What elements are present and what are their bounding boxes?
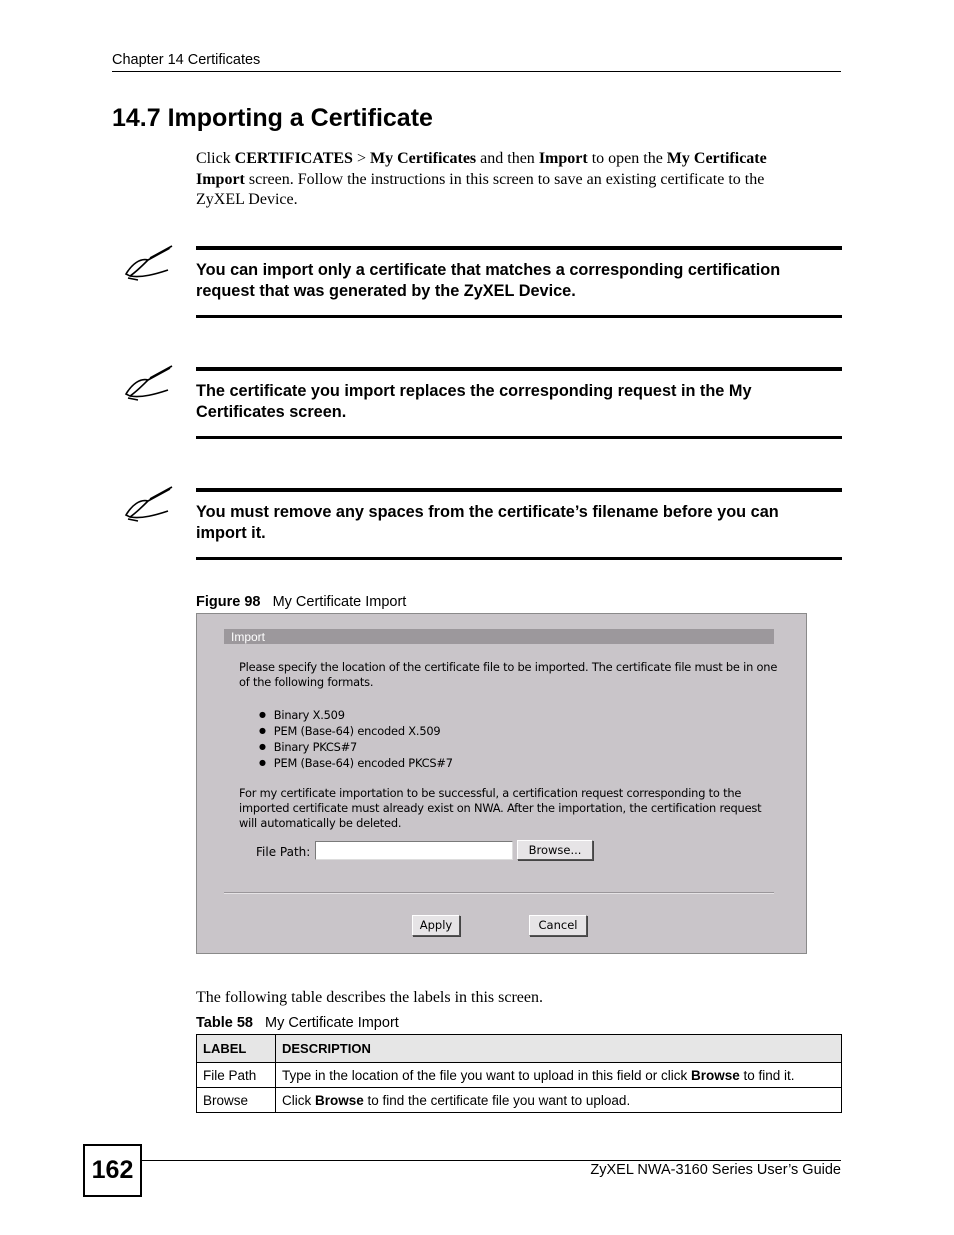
file-path-label: File Path: — [256, 845, 311, 859]
apply-button[interactable]: Apply — [412, 915, 460, 936]
format-list — [259, 708, 453, 772]
panel-requirement-note: For my certificate importation to be successful, a certification request corresponding to the imported certificate must already exist on NWA. After the importation, the certification request will automatically be deleted. — [239, 786, 762, 830]
row-label: Browse — [197, 1088, 276, 1113]
label-description-table — [196, 1034, 842, 1113]
column-header-label: LABEL — [197, 1035, 276, 1063]
list-item: ● Binary X.509 — [259, 708, 453, 724]
cancel-button[interactable]: Cancel — [529, 915, 587, 936]
row-description: Type in the location of the file you want to upload in this field or click Browse to find it. — [276, 1063, 842, 1088]
note-rule-bottom — [196, 436, 842, 439]
footer-rule — [140, 1160, 841, 1161]
chapter-header: Chapter 14 Certificates — [112, 52, 261, 68]
intro-paragraph: Click CERTIFICATES > My Certificates and then Import to open the My Certificate Import screen. Follow the instructions in this screen to save an existing certificate to the ZyXEL Device. — [196, 150, 767, 208]
browse-button[interactable]: Browse... — [517, 840, 593, 860]
row-label: File Path — [197, 1063, 276, 1088]
certificate-import-panel — [196, 613, 807, 954]
table-intro: The following table describes the labels in this screen. — [196, 989, 544, 1006]
note-text: You can import only a certificate that matches a corresponding certification request that was generated by the ZyXEL Device. — [196, 261, 781, 300]
note-text: You must remove any spaces from the certificate’s filename before you can import it. — [196, 503, 779, 542]
file-path-input[interactable] — [315, 841, 513, 860]
note-pen-icon — [122, 485, 176, 523]
note-rule-top — [196, 367, 842, 371]
panel-divider — [224, 892, 774, 894]
note-pen-icon — [122, 364, 176, 402]
table-header-row — [197, 1035, 842, 1063]
note-rule-top — [196, 488, 842, 492]
note-pen-icon — [122, 244, 176, 282]
list-item: ● PEM (Base-64) encoded X.509 — [259, 724, 453, 740]
note-rule-bottom — [196, 557, 842, 560]
note-text: The certificate you import replaces the corresponding request in the My Certificates screen. — [196, 382, 752, 421]
row-description: Click Browse to find the certificate file you want to upload. — [276, 1088, 842, 1113]
column-header-description: DESCRIPTION — [276, 1035, 842, 1063]
guide-title: ZyXEL NWA-3160 Series User’s Guide — [590, 1162, 841, 1178]
note-rule-top — [196, 246, 842, 250]
page-number: 162 — [83, 1144, 142, 1197]
panel-title-bar: Import — [224, 629, 774, 644]
table-row — [197, 1063, 842, 1088]
section-title: 14.7 Importing a Certificate — [112, 104, 433, 132]
figure-caption: Figure 98 My Certificate Import — [196, 594, 407, 610]
panel-instructions: Please specify the location of the certificate file to be imported. The certificate file must be in one of the following formats. — [239, 660, 778, 689]
table-caption: Table 58 My Certificate Import — [196, 1015, 399, 1031]
header-rule — [112, 71, 841, 72]
table-row — [197, 1088, 842, 1113]
note-rule-bottom — [196, 315, 842, 318]
list-item: ● PEM (Base-64) encoded PKCS#7 — [259, 756, 453, 772]
list-item: ● Binary PKCS#7 — [259, 740, 453, 756]
